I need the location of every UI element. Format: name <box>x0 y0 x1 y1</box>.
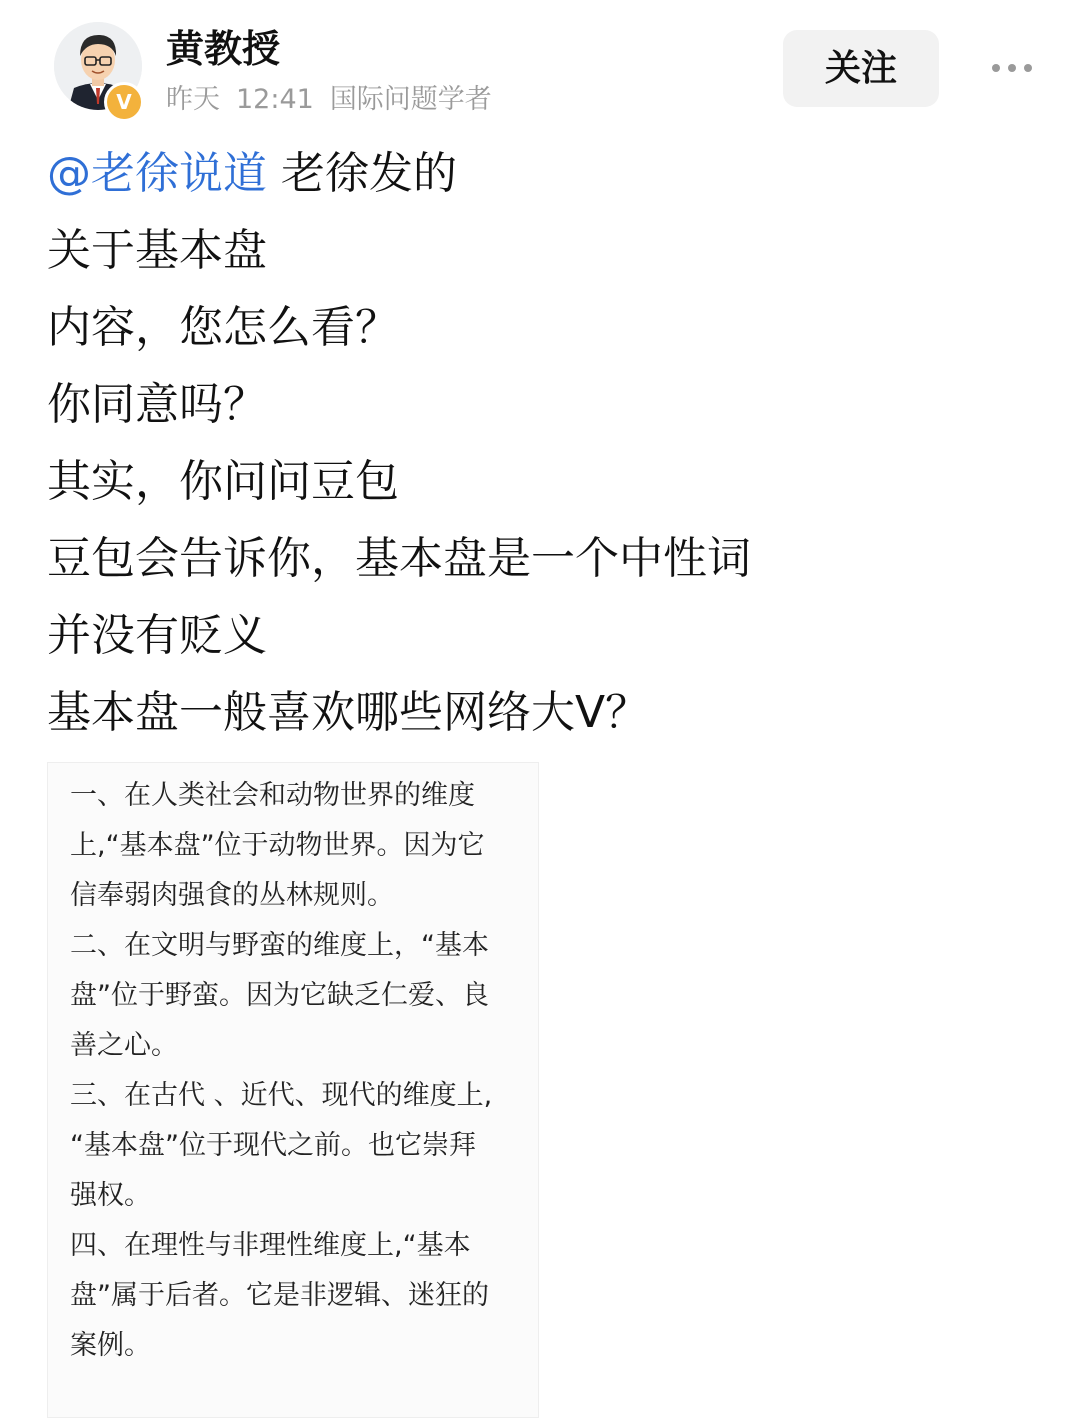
image-text-line: 善之心。 <box>70 1030 178 1061</box>
post-line <box>47 135 1047 212</box>
post-line-text: 老徐发的 <box>267 148 457 199</box>
image-text-line: 上,“基本盘”位于动物世界。因为它 <box>70 830 485 861</box>
more-options-button[interactable] <box>988 50 1036 86</box>
post-line: 基本盘一般喜欢哪些网络大V？ <box>47 687 650 738</box>
post-line: 豆包会告诉你，基本盘是一个中性词 <box>47 533 751 584</box>
image-text-line: 盘”属于后者。它是非逻辑、迷狂的 <box>70 1280 489 1311</box>
image-text-line: 一、在人类社会和动物世界的维度 <box>70 780 475 811</box>
image-text-line: 四、在理性与非理性维度上,“基本 <box>70 1230 471 1261</box>
image-text-line: 盘”位于野蛮。因为它缺乏仁爱、良 <box>70 980 489 1011</box>
post-meta <box>166 82 508 118</box>
post-line: 内容，您怎么看？ <box>47 302 399 353</box>
mention-link[interactable]: @老徐说道 <box>47 148 267 199</box>
image-text-line: 强权。 <box>70 1180 151 1211</box>
post-line: 关于基本盘 <box>47 225 267 276</box>
image-text-line: 案例。 <box>70 1330 151 1361</box>
image-text-line: 二、在文明与野蛮的维度上，“基本 <box>70 930 489 961</box>
post-time: 12:41 <box>236 84 314 115</box>
image-text-line: 三、在古代 、近代、现代的维度上, <box>70 1080 493 1111</box>
image-text-line: 信奉弱肉强食的丛林规则。 <box>70 880 394 911</box>
attached-image[interactable] <box>47 762 539 1418</box>
author-role: 国际问题学者 <box>329 84 492 115</box>
username[interactable]: 黄教授 <box>166 27 281 71</box>
post-body <box>47 135 1047 751</box>
image-text-line: “基本盘”位于现代之前。也它崇拜 <box>70 1130 476 1161</box>
verified-badge-icon: V <box>104 82 144 122</box>
post-date: 昨天 <box>166 84 220 115</box>
post-line: 其实，你问问豆包 <box>47 456 399 507</box>
follow-button[interactable]: 关注 <box>783 30 939 107</box>
post-line: 你同意吗？ <box>47 379 267 430</box>
post-line: 并没有贬义 <box>47 610 267 661</box>
